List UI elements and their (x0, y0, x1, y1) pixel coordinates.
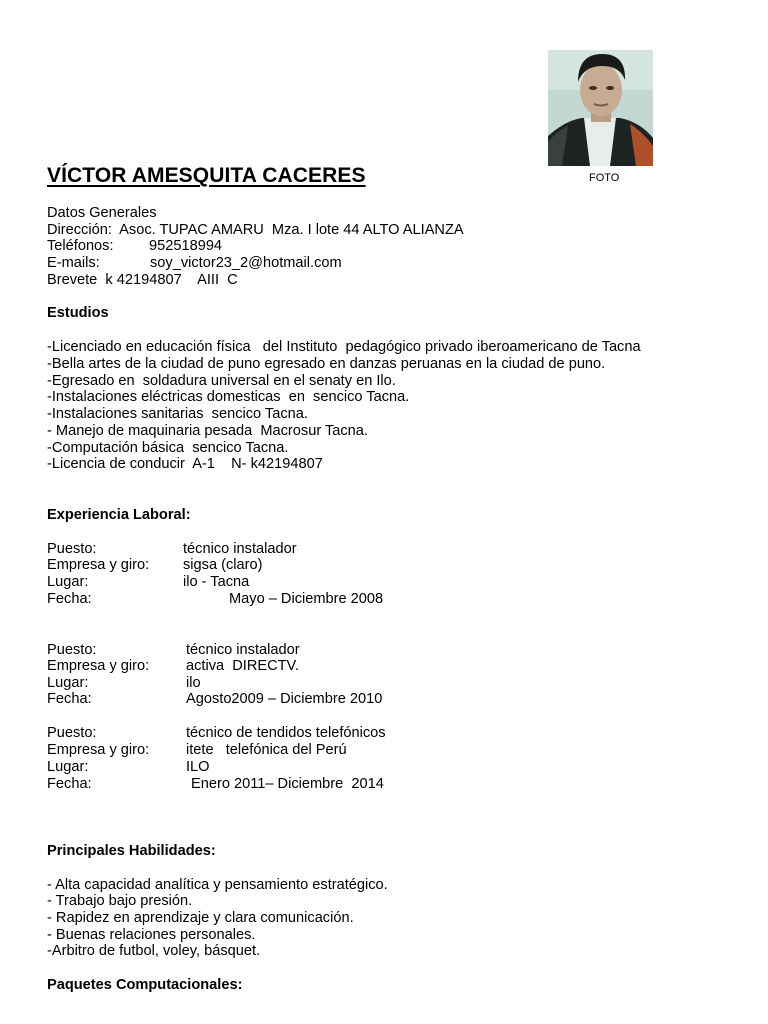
study-item: - Manejo de maquinaria pesada Macrosur Tacna. (47, 423, 368, 439)
study-item: -Computación básica sencico Tacna. (47, 440, 289, 456)
job-lugar-value: ilo - Tacna (183, 574, 250, 590)
skill-item: - Trabajo bajo presión. (47, 893, 193, 909)
profile-photo (548, 50, 653, 166)
study-item: -Egresado en soldadura universal en el senaty en Ilo. (47, 373, 396, 389)
job-puesto-value: técnico instalador (186, 642, 300, 658)
skill-item: -Arbitro de futbol, voley, básquet. (47, 943, 261, 959)
study-item: -Licenciado en educación física del Instituto pedagógico privado iberoamericano de Tacna (47, 339, 641, 355)
license-line: Brevete k 42194807 AIII C (47, 272, 238, 288)
photo-label: FOTO (589, 172, 620, 184)
job-lugar-value: ilo (186, 675, 201, 691)
job-fecha-label: Fecha: (47, 691, 92, 707)
job-fecha-label: Fecha: (47, 591, 92, 607)
skill-item: - Alta capacidad analítica y pensamiento estratégico. (47, 877, 388, 893)
phone-value: 952518994 (149, 238, 223, 254)
job-lugar-label: Lugar: (47, 675, 89, 691)
study-item: -Instalaciones sanitarias sencico Tacna. (47, 406, 308, 422)
address-line: Dirección: Asoc. TUPAC AMARU Mza. I lote 44 ALTO ALIANZA (47, 222, 464, 238)
job-fecha-value: Mayo – Diciembre 2008 (229, 591, 384, 607)
job-fecha-value: Agosto2009 – Diciembre 2010 (186, 691, 383, 707)
experiencia-heading: Experiencia Laboral: (47, 507, 191, 523)
job-empresa-label: Empresa y giro: (47, 658, 150, 674)
study-item: -Instalaciones eléctricas domesticas en sencico Tacna. (47, 389, 410, 405)
job-puesto-label: Puesto: (47, 642, 97, 658)
paquetes-heading: Paquetes Computacionales: (47, 977, 243, 993)
study-item: -Licencia de conducir A-1 N- k42194807 (47, 456, 323, 472)
estudios-heading: Estudios (47, 305, 109, 321)
phone-label: Teléfonos: (47, 238, 114, 254)
job-puesto-label: Puesto: (47, 541, 97, 557)
job-empresa-label: Empresa y giro: (47, 742, 150, 758)
job-lugar-label: Lugar: (47, 759, 89, 775)
person-name: VÍCTOR AMESQUITA CACERES (47, 164, 366, 187)
job-puesto-value: técnico instalador (183, 541, 297, 557)
job-fecha-value: Enero 2011– Diciembre 2014 (191, 776, 384, 792)
datos-generales-title: Datos Generales (47, 205, 157, 221)
study-item: -Bella artes de la ciudad de puno egresado en danzas peruanas en la ciudad de puno. (47, 356, 606, 372)
email-value: soy_victor23_2@hotmail.com (150, 255, 342, 271)
skill-item: - Rapidez en aprendizaje y clara comunicación. (47, 910, 354, 926)
job-fecha-label: Fecha: (47, 776, 92, 792)
job-empresa-value: itete telefónica del Perú (186, 742, 347, 758)
job-empresa-value: activa DIRECTV. (186, 658, 300, 674)
habilidades-heading: Principales Habilidades: (47, 843, 216, 859)
job-empresa-value: sigsa (claro) (183, 557, 263, 573)
skill-item: - Buenas relaciones personales. (47, 927, 256, 943)
job-lugar-label: Lugar: (47, 574, 89, 590)
email-label: E-mails: (47, 255, 100, 271)
job-empresa-label: Empresa y giro: (47, 557, 150, 573)
job-puesto-label: Puesto: (47, 725, 97, 741)
job-lugar-value: ILO (186, 759, 210, 775)
job-puesto-value: técnico de tendidos telefónicos (186, 725, 386, 741)
